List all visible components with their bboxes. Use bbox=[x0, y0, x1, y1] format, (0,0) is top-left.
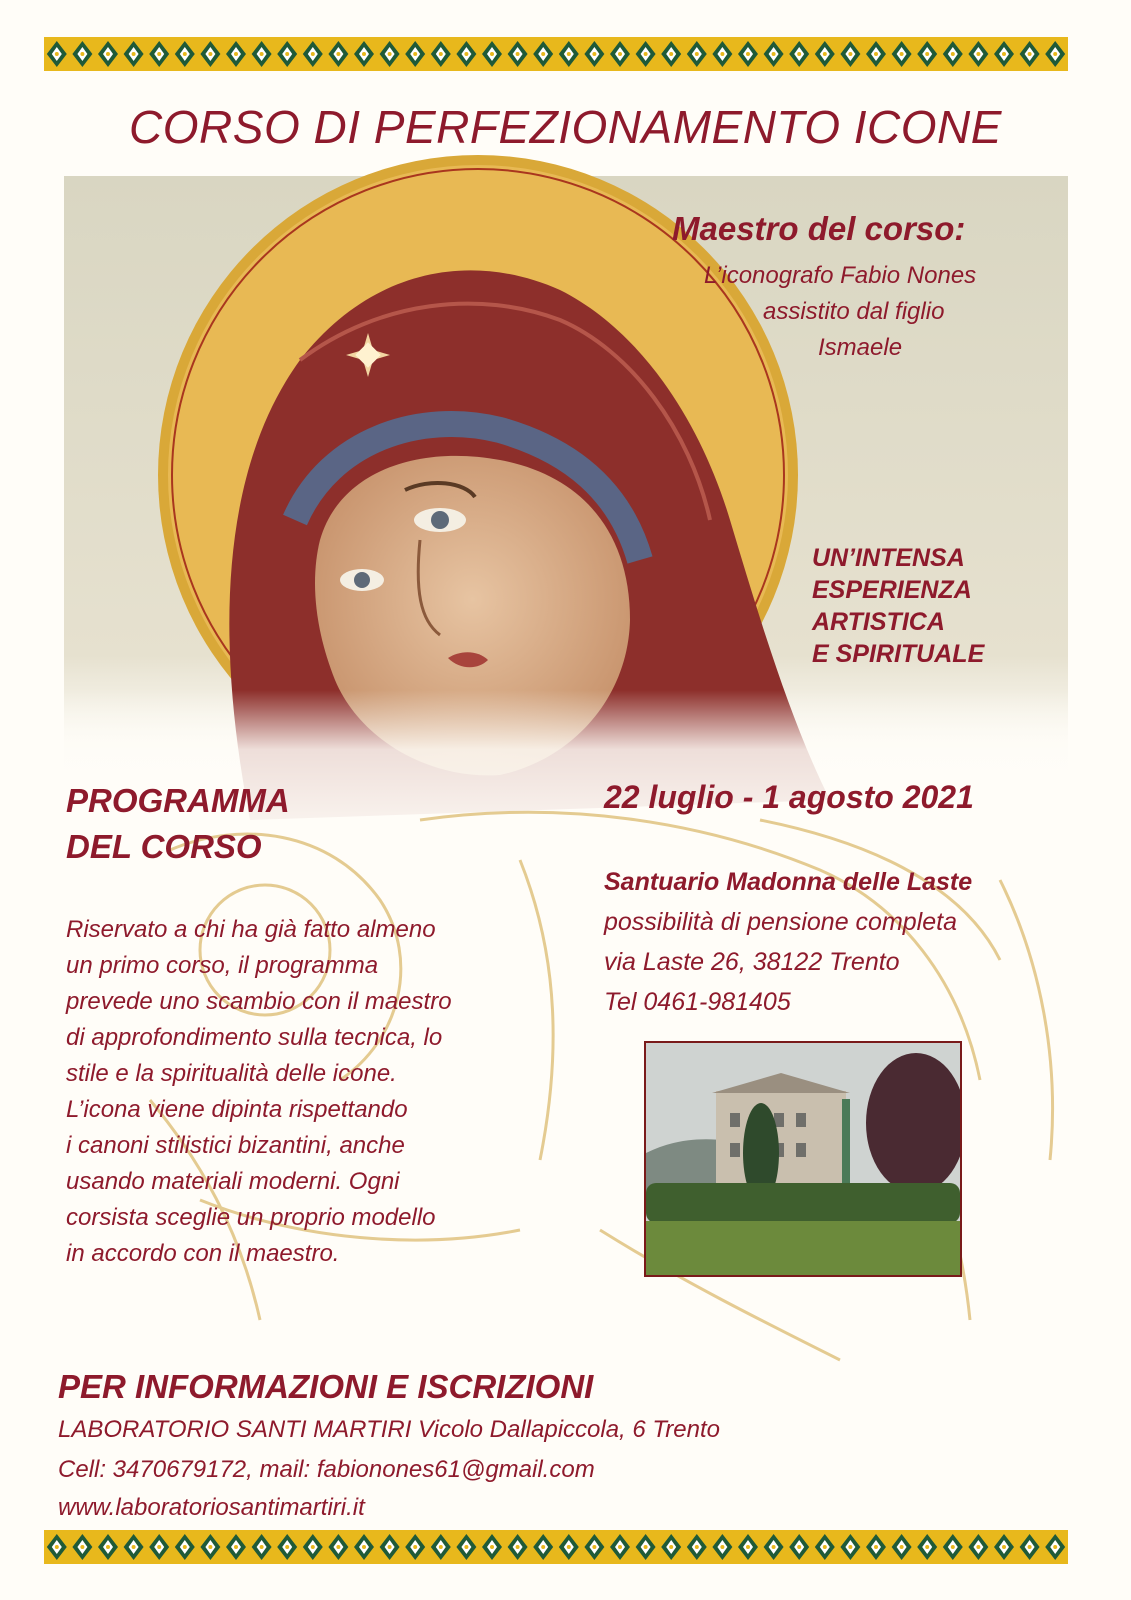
maestro-heading: Maestro del corso: bbox=[672, 210, 966, 247]
lab-address: LABORATORIO SANTI MARTIRI Vicolo Dallapiccola, 6 Trento bbox=[58, 1416, 720, 1443]
venue-address: via Laste 26, 38122 Trento bbox=[604, 948, 900, 976]
venue-phone: Tel 0461-981405 bbox=[604, 988, 791, 1016]
description-line: un primo corso, il programma bbox=[66, 952, 379, 979]
maestro-line: Ismaele bbox=[818, 334, 903, 361]
program-heading-line: PROGRAMMA bbox=[66, 782, 290, 819]
tagline-line: ARTISTICA bbox=[812, 608, 945, 636]
description-line: Riservato a chi ha già fatto almeno bbox=[66, 916, 436, 943]
description-line: i canoni stilistici bizantini, anche bbox=[66, 1132, 405, 1159]
description-line: prevede uno scambio con il maestro bbox=[66, 988, 452, 1015]
tagline bbox=[812, 542, 1072, 670]
maestro-line: L’iconografo Fabio Nones bbox=[704, 262, 977, 289]
venue-name: Santuario Madonna delle Laste bbox=[604, 868, 973, 896]
maestro-line: assistito dal figlio bbox=[763, 298, 945, 325]
description-line: usando materiali moderni. Ogni bbox=[66, 1168, 400, 1195]
tagline-line: UN’INTENSA bbox=[812, 544, 965, 572]
contact-line[interactable]: Cell: 3470679172, mail: fabionones61@gmail.com bbox=[58, 1456, 595, 1483]
bottom-decorative-border bbox=[44, 1530, 1068, 1564]
description-line: corsista sceglie un proprio modello bbox=[66, 1204, 436, 1231]
page-title: CORSO DI PERFEZIONAMENTO ICONE bbox=[129, 101, 1002, 153]
event-dates: 22 luglio - 1 agosto 2021 bbox=[604, 779, 974, 815]
info-heading: PER INFORMAZIONI E ISCRIZIONI bbox=[58, 1368, 594, 1405]
description-line: di approfondimento sulla tecnica, lo bbox=[66, 1024, 443, 1051]
description-line: L’icona viene dipinta rispettando bbox=[66, 1096, 408, 1123]
website-link[interactable]: www.laboratoriosantimartiri.it bbox=[58, 1494, 365, 1521]
program-heading bbox=[66, 778, 366, 870]
tagline-line: ESPERIENZA bbox=[812, 576, 972, 604]
tagline-line: E SPIRITUALE bbox=[812, 640, 985, 668]
program-description bbox=[66, 912, 566, 1272]
description-line: stile e la spiritualità delle icone. bbox=[66, 1060, 397, 1087]
description-line: in accordo con il maestro. bbox=[66, 1240, 340, 1267]
venue-line: possibilità di pensione completa bbox=[604, 908, 957, 936]
program-heading-line: DEL CORSO bbox=[66, 828, 262, 865]
sanctuary-photo bbox=[644, 1041, 962, 1277]
diamond-pattern-icon bbox=[44, 1530, 1068, 1564]
